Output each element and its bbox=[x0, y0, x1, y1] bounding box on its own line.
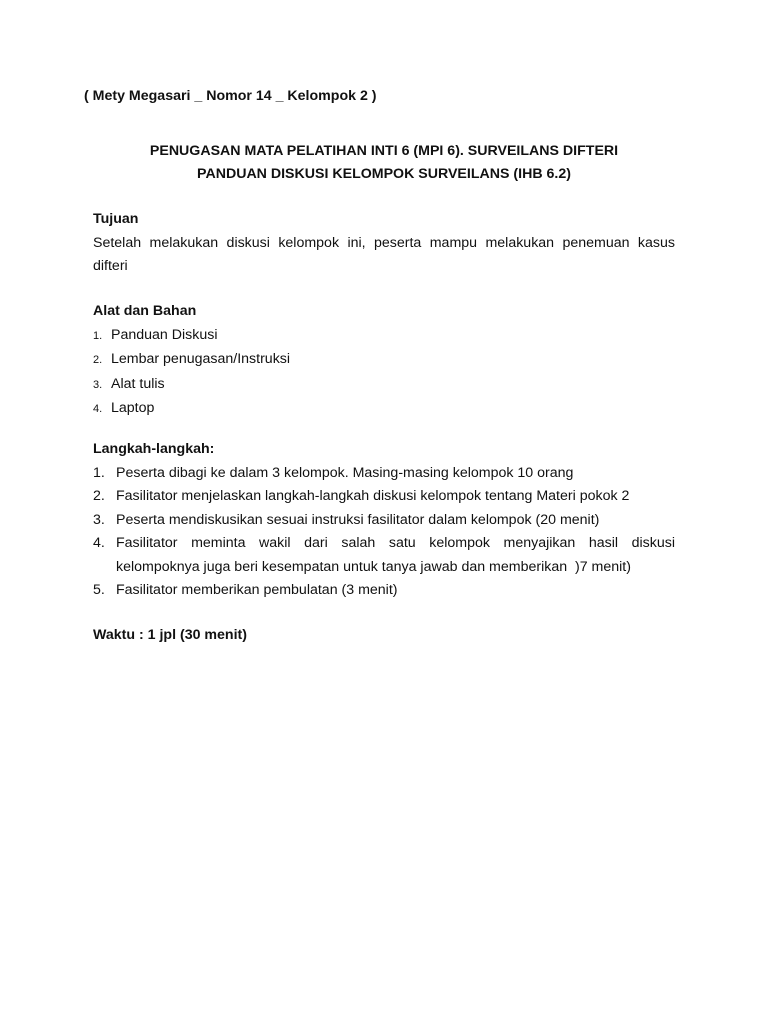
alat-heading: Alat dan Bahan bbox=[93, 303, 197, 319]
list-item-text: Alat tulis bbox=[111, 375, 165, 392]
list-item-number: 2. bbox=[93, 354, 103, 366]
document-title bbox=[0, 140, 768, 186]
list-item-text-line-1: Fasilitator meminta wakil dari salah satu kelompok menyajikan hasil diskusi bbox=[116, 535, 675, 551]
list-item bbox=[93, 485, 675, 509]
list-item bbox=[93, 462, 675, 486]
list-item bbox=[93, 509, 675, 533]
list-item bbox=[93, 324, 675, 349]
list-item-number: 2. bbox=[93, 488, 105, 504]
section-langkah bbox=[93, 438, 675, 603]
tujuan-heading: Tujuan bbox=[93, 211, 139, 227]
list-item bbox=[93, 532, 675, 579]
list-item-number: 4. bbox=[93, 535, 105, 551]
list-item-text: Lembar penugasan/Instruksi bbox=[111, 351, 291, 367]
list-item-text-line-2: kelompoknya juga beri kesempatan untuk tanya jawab dan memberikan )7 menit) bbox=[116, 558, 631, 575]
list-item-number: 3. bbox=[93, 378, 103, 391]
list-item-number: 5. bbox=[93, 582, 105, 598]
list-item-text: Fasilitator memberikan pembulatan (3 menit) bbox=[116, 582, 398, 598]
list-item-text: Fasilitator menjelaskan langkah-langkah diskusi kelompok tentang Materi pokok 2 bbox=[116, 488, 630, 504]
list-item-number: 4. bbox=[93, 403, 103, 415]
list-item bbox=[93, 348, 675, 373]
section-alat-bahan bbox=[93, 300, 675, 422]
list-item-text: Peserta dibagi ke dalam 3 kelompok. Masing-masing kelompok 10 orang bbox=[116, 464, 574, 481]
list-item bbox=[93, 373, 675, 398]
waktu-text: Waktu : 1 jpl (30 menit) bbox=[93, 627, 247, 643]
langkah-heading: Langkah-langkah: bbox=[93, 441, 215, 457]
list-item-number: 3. bbox=[93, 511, 105, 528]
list-item-text: Panduan Diskusi bbox=[111, 326, 218, 343]
author-line: ( Mety Megasari _ Nomor 14 _ Kelompok 2 ) bbox=[84, 88, 377, 104]
list-item bbox=[93, 579, 675, 603]
langkah-list bbox=[93, 462, 675, 603]
section-waktu bbox=[93, 624, 675, 648]
list-item-text: Peserta mendiskusikan sesuai instruksi fasilitator dalam kelompok (20 menit) bbox=[116, 511, 600, 528]
list-item bbox=[93, 397, 675, 422]
list-item-text bbox=[116, 532, 675, 579]
list-item-number: 1. bbox=[93, 464, 105, 481]
title-line-1: PENUGASAN MATA PELATIHAN INTI 6 (MPI 6). SURVEILANS DIFTERI bbox=[149, 143, 619, 159]
tujuan-text-line-2: difteri bbox=[93, 258, 128, 274]
section-tujuan bbox=[93, 208, 675, 279]
list-item-number: 1. bbox=[93, 329, 103, 342]
title-line-2: PANDUAN DISKUSI KELOMPOK SURVEILANS (IHB 6.2) bbox=[197, 166, 571, 182]
tujuan-text-line-1: Setelah melakukan diskusi kelompok ini, peserta mampu melakukan penemuan kasus bbox=[93, 234, 675, 251]
list-item-text: Laptop bbox=[111, 400, 155, 416]
alat-list bbox=[93, 324, 675, 422]
